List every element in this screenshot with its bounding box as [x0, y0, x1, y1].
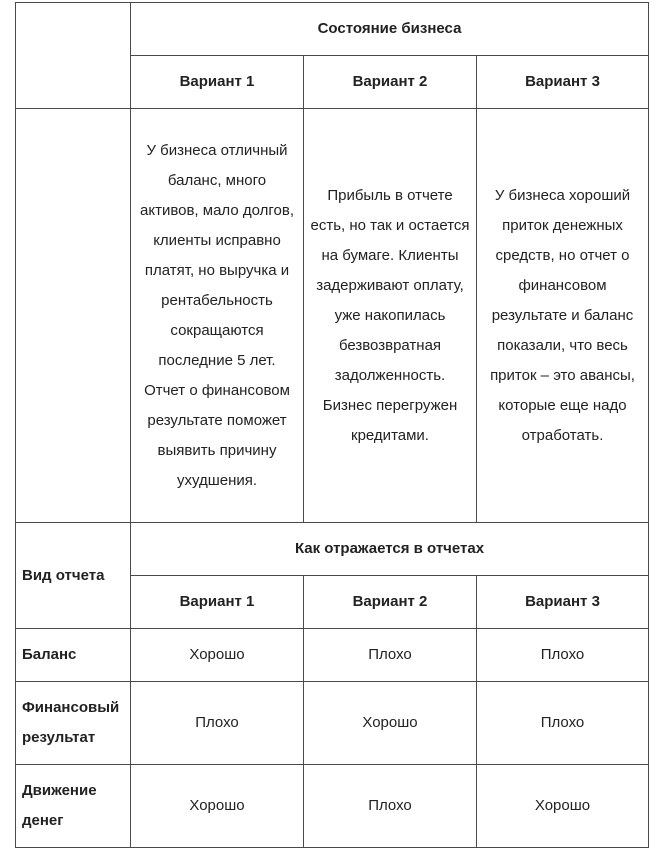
variant-2-header: Вариант 2 [304, 576, 477, 629]
variant-1-header: Вариант 1 [131, 56, 304, 109]
reports-reflection-title: Как отражается в отчетах [131, 523, 649, 576]
empty-label-cell [16, 109, 131, 523]
table-row [16, 765, 649, 848]
business-state-title: Состояние бизнеса [131, 3, 649, 56]
empty-corner-cell [16, 3, 131, 109]
row-label-financial-result: Финансовый результат [16, 682, 131, 765]
business-state-table [15, 2, 649, 848]
report-type-header: Вид отчета [16, 523, 131, 629]
rating-cell: Плохо [477, 682, 649, 765]
rating-cell: Плохо [304, 629, 477, 682]
variant-3-header: Вариант 3 [477, 56, 649, 109]
rating-cell: Хорошо [477, 765, 649, 848]
rating-cell: Хорошо [304, 682, 477, 765]
variant-1-header: Вариант 1 [131, 576, 304, 629]
rating-cell: Хорошо [131, 765, 304, 848]
rating-cell: Плохо [304, 765, 477, 848]
variant-2-header: Вариант 2 [304, 56, 477, 109]
variant-2-description: Прибыль в отчете есть, но так и остается на бумаге. Клиенты задерживают оплату, уже накопилась безвозвратная задолженность. Бизнес перегружен кредитами. [304, 109, 477, 523]
row-label-balance: Баланс [16, 629, 131, 682]
rating-cell: Плохо [477, 629, 649, 682]
rating-cell: Хорошо [131, 629, 304, 682]
variant-3-description: У бизнеса хороший приток денежных средств, но отчет о финансовом результате и баланс показали, что весь приток – это авансы, которые еще надо отработать. [477, 109, 649, 523]
table-row [16, 682, 649, 765]
table-row [16, 629, 649, 682]
variant-3-header: Вариант 3 [477, 576, 649, 629]
rating-cell: Плохо [131, 682, 304, 765]
row-label-cash-flow: Движение денег [16, 765, 131, 848]
variant-1-description: У бизнеса отличный баланс, много активов, мало долгов, клиенты исправно платят, но выручка и рентабельность сокращаются последние 5 лет. Отчет о финансовом результате поможет выявить причину ухудшения. [131, 109, 304, 523]
